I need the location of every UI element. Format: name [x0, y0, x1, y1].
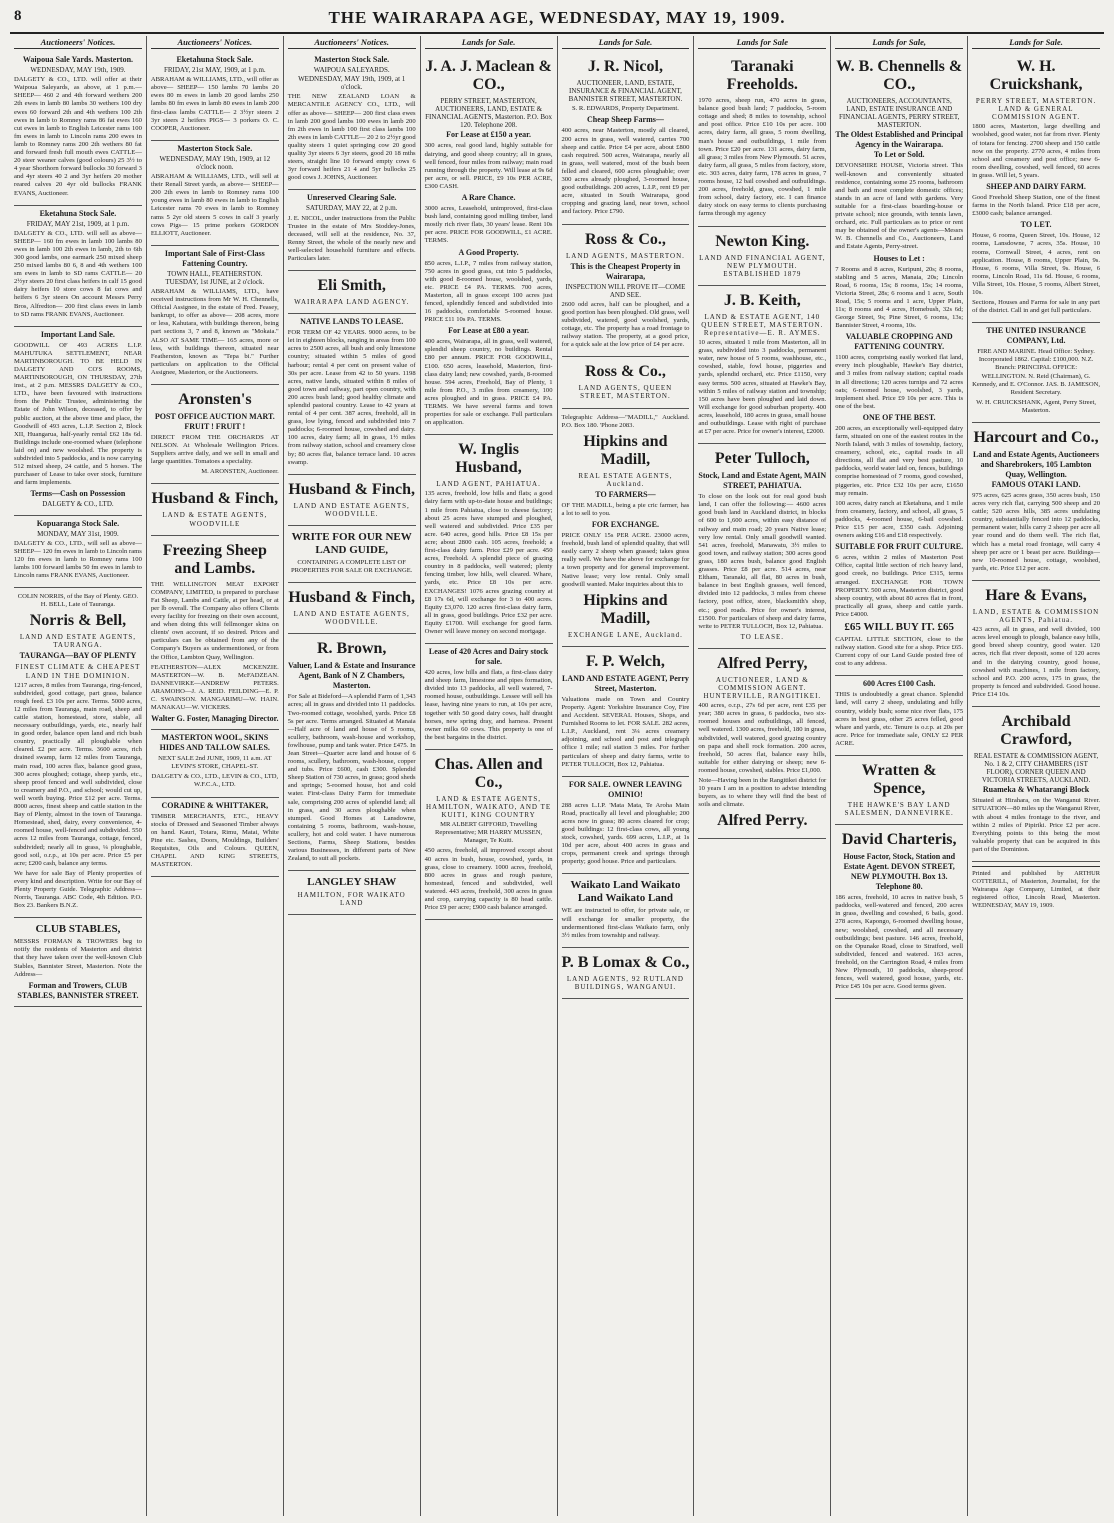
- ad-subtitle: LAND & ESTATE AGENT, 140 QUEEN STREET, MASTERTON. Representative—E. R. AYMES.: [701, 312, 824, 337]
- column-header: Auctioneers' Notices.: [288, 36, 416, 49]
- ad-heading: VALUABLE CROPPING AND FATTENING COUNTRY.: [845, 332, 953, 352]
- ad-subtitle: THE HAWKE'S BAY LAND SALESMEN, DANNEVIRKE.: [844, 801, 954, 818]
- ad-body: CONTAINING A COMPLETE LIST OF PROPERTIES FOR SALE OR EXCHANGE.: [290, 558, 413, 575]
- ad-fp-welch: [562, 647, 690, 777]
- ad-body: 100 acres, dairy ranch at Eketahuna, and 1 mile from creamery, factory, and school, all grass, 5 paddocks, 4-roomed house, 6-bail cowshed. Price £15 per acre, £350 cash. Adjoining owners asking £16 and £18 respectively.: [835, 499, 964, 540]
- ad-body: FIRE AND MARINE. Head Office: Sydney. Incorporated 1862. Capital: £100,000. N.Z. Branch: PRINCIPAL OFFICE: WELLINGTON. N. Reid (Chairman), G. Kennedy, and E. O'Connor. JAS. B. JAMESON, Resident Secretary.: [972, 348, 1100, 396]
- ad-body: 400 acres, Wairarapa, all in grass, well watered, splendid sheep country, no buildings. Rental £80 per annum. PRICE FOR GOODWILL, £100. 650 acres, leasehold, Masterton, first-class dairy land; new cowshed, yards, 8-roomed house. 594 acres, Freehold, Bay of Plenty, 1 mile from P.O., 3 miles from creamery, 100 acres ploughed and in grass. PRICE £4 PA. TERMS. We have several farms and town properties for sale or exchange. Full particulars on application.: [424, 338, 553, 427]
- ad-title: 600 Acres £100 Cash.: [863, 679, 936, 689]
- ad-title: Eketahuna Stock Sale.: [39, 208, 117, 218]
- ad-title: Eketahuna Stock Sale.: [176, 55, 254, 65]
- ad-title: W. B. Chennells & CO.,: [836, 58, 963, 94]
- ad-body: Good Freehold Sheep Station, one of the finest farms in the North Island. Price £18 per acre, £3000 cash; balance arranged.: [972, 194, 1100, 218]
- ad-body: 200 acres, an exceptionally well-equipped dairy farm, situated on one of the easiest routes in the North Island, with 3 miles of township, factory, creamery, school, etc., capital roads in all directions, all flat and very best pasture, 10 paddocks, world water laid on, fences, buildings comprise homestead of 7 rooms, good cowshed, piggeries, etc. Price £32 10s per acre, £1650 may remain.: [835, 424, 964, 497]
- ad-title: WRITE FOR OUR NEW LAND GUIDE,: [291, 530, 412, 556]
- ad-title: R. Brown,: [316, 640, 387, 658]
- ad-subtitle: PERRY STREET, MASTERTON. LAND & GENERAL COMMISSION AGENT.: [975, 97, 1097, 122]
- ad-subtitle: Stock, Land and Estate Agent, MAIN STREET, PAHIATUA.: [698, 471, 827, 491]
- column-header: Lands for Sale,: [835, 36, 963, 49]
- ad-title: Hipkins and Madill,: [583, 591, 668, 627]
- ad-body: THIS is undoubtedly a great chance. Splendid land, will carry 2 sheep, undulating and hilly country, widely bush; some nice river flats, 175 acres in best grass, other 25 acres felled, good whare and yards, etc. Tenure is o.r.p. at 20s per acre. Price for immediate sale, ONLY £2 PER ACRE.: [835, 691, 964, 747]
- ad-body: 420 acres, low hills and flats, a first-class dairy and sheep farm, limestone and pipes formation, divided into 13 paddocks, all well watered, 7-roomed house, outbuildings. Lessee will sell his lease, having nine years to run, at 10s per acre, together with 50 good dairy cows, half draught horses, new spring dray, and harness. Present owner milks 60 cows. This property is one of the best bargains in the district.: [424, 669, 553, 741]
- ad-date: MONDAY, MAY 31st, 1909.: [37, 529, 119, 538]
- ad-wb-chennells: [835, 52, 963, 676]
- ad-subtitle: LAND AND ESTATE AGENTS, WOODVILLE.: [293, 610, 410, 627]
- ad-jb-keith: [698, 286, 826, 444]
- ad-subtitle: LAND AND FINANCIAL AGENT, NEW PLYMOUTH. ESTABLISHED 1879: [699, 253, 826, 278]
- ad-body: For Sale at Bideford—A splendid Farm of 1,343 acres; all in grass and divided into 11 paddocks. Two-roomed cottage, woolshed, yards. Price £8 5s per acre. Terms arranged. Situated at Manaia—Half acre of land and house of 5 rooms, scullery, bathroom, wash-house and workshop, fowlhouse, pump and tank water. Price £475. In Jean Street—Quarter acre land and house of 6 rooms, scullery, bathroom, wash-house, copper and tubs. Price £600, cash £300. Splendid Sheep Station of 730 acres, in grass; good sheds and springs; 5-roomed house, hot and cold water. First-class Dairy Farm for immediate sale, comprising 200 acres of splendid land; all in grass, and 30 acres ploughable when stumped. Good Homes at Lansdowne, containing 5 rooms, bathroom, wash-house, scullery, hot and cold water. I have numerous Sections, Farms, Sheep Stations, besides various Businesses, in different parts of New Zealand, to suit all pockets.: [287, 693, 416, 863]
- ad-title: Ross & Co.,: [584, 230, 666, 248]
- ad-inglis-husband: [425, 435, 553, 644]
- ad-subtitle: PERRY STREET, MASTERTON, AUCTIONEERS, LAND, ESTATE & FINANCIAL AGENTS, Masterton. P.O. Box 120. Telephone 208.: [425, 97, 553, 130]
- ad-title: MASTERTON WOOL, SKINS HIDES AND TALLOW SALES.: [159, 733, 270, 753]
- ad-subtitle: EXCHANGE LANE, Auckland.: [567, 630, 683, 639]
- ad-native-lands: [288, 314, 416, 475]
- ad-title: Husband & Finch,: [288, 480, 416, 498]
- ad-body: 3000 acres, Leasehold, unimproved, first-class bush land, containing good milling timber, land mostly rich river flats, 30 years' lease. Rent 10s per acre. PRICE FOR GOODWILL, £1 ACRE. TERMS.: [424, 205, 553, 245]
- ad-body: 10 acres, situated 1 mile from Masterton, all in grass, subdivided into 3 paddocks, permanent water, new house of 5 rooms, washhouse, etc., cowshed, stable, fowl house, piggeries and yards, splendid orchard, etc. Price £1150, very easy terms. 500 acres, situated at Hawke's Bay, within 5 miles of railway station and township; 150 acres have been ploughed and laid down. Will exchange for good suburban property. 400 acres, leasehold, 180 acres in grass, small house and outbuildings. Lease with right of purchase at £7 per acre. Price for owner's interest, £2000.: [698, 339, 827, 436]
- ad-chas-allen: [425, 750, 553, 920]
- ad-date: FRIDAY, MAY 21st, 1909, at 1 p.m.: [26, 219, 130, 228]
- ad-freezing-sheep: [151, 536, 279, 731]
- ad-sign: DALGETY & CO., LTD.: [42, 500, 114, 509]
- ad-maclean: [425, 52, 553, 435]
- ad-subtitle: LAND AND ESTATE AGENTS, WOODVILLE.: [293, 501, 410, 518]
- ad-heading: A Rare Chance.: [461, 193, 516, 203]
- ad-title: Husband & Finch,: [151, 490, 279, 508]
- ad-eketahuna-stock: [151, 52, 279, 141]
- ad-sign: Forman and Trowers, CLUB STABLES, BANNISTER STREET.: [17, 980, 139, 1000]
- ad-body: WE are instructed to offer, for private sale, or will exchange for smaller property, the undermentioned first-class Waikato farm, only 3½ miles from township and railway.: [561, 907, 690, 939]
- ad-title: Husband & Finch,: [288, 589, 416, 607]
- ad-address: Telegraphic Address—"MADILL," Auckland. P.O. Box 180. 'Phone 2083.: [561, 413, 690, 429]
- ad-hare-evans: [972, 581, 1100, 707]
- ad-title: Ross & Co.,: [584, 363, 666, 381]
- ad-heading: For Lease at £80 a year.: [448, 326, 529, 336]
- ad-title: Taranaki Freeholds.: [726, 58, 798, 94]
- ad-husband-finch-2: [288, 583, 416, 634]
- ad-subtitle: Valuer, Land & Estate and Insurance Agent, Bank of N Z Chambers, Masterton.: [287, 661, 416, 691]
- ad-heading: Houses to Let :: [873, 253, 925, 263]
- ad-body: J. E. NICOL, under instructions from the Public Trustee in the estate of Mrs Stoddey-Jones, deceased, will sell at the residence, No. 37, Renny Street, the whole of the nearly new and well-selected household furniture and effects. Particulars later.: [287, 214, 416, 262]
- ad-peter-tulloch: [698, 444, 826, 649]
- ad-sign: DALGETY & CO., LTD., LEVIN & CO., LTD, W.F.C.A., LTD.: [151, 773, 279, 789]
- ad-newton-king: [698, 227, 826, 286]
- ad-body: 6 acres, within 2 miles of Masterton Post Office, capital little section of rich heavy land, good creek, no buildings. Price £315, terms arranged. EXCHANGE FOR TOWN PROPERTY. 500 acres, Masterton district, good sheep country, with about 80 acres flat in front, practically all grass, sheep and cattle yards. Price £4000.: [835, 554, 964, 618]
- ad-heading: Ruameka & Whatarangi Block: [982, 785, 1090, 795]
- ad-title: David Charteris,: [841, 831, 957, 849]
- ad-subtitle: WAIRARAPA LAND AGENCY.: [294, 298, 410, 307]
- ad-body: 1217 acres, 8 miles from Tauranga, ring-fenced, subdivided, good cottage, part grass, balance rough feed. £3 10s per acre. Terms. 5000 acres, 12 miles from Tauranga, main road, sheep and cattle station, homestead, store, stable, all necessary outbuildings, yards, etc., nearly half in good order, balance open land and rich bush country, practically all ploughable when cleared. £2 per acre. Terms. 3600 acres, rich drained swamp, farm 12 miles from Tauranga, main road, 100 acres flax, balance good grass, 300 acres ploughed; cottage, sheep yards, etc., sheep proof fenced and well subdivided, close to creamery and P.O., and school; would cut up, well worth buying. Price £12 per acre. Terms. 8000 acres, finest sheep and cattle station in the Bay of Plenty, almost in the town of Tauranga. Homestead, shed, dairy, every convenience, 4-roomed house, well-fenced and subdivided. 550 acres 12 miles from Tauranga, cottage, fenced, subdivided; nearly all in grass, ¼ ploughable, good soil, o.r.p., at 10s per acre. Price £5 per acre; £200 cash, balance any terms.: [14, 681, 142, 867]
- ad-title: W. H. Cruickshank,: [989, 58, 1083, 94]
- ad-title: Waikato Land Waikato Land Waikato Land: [570, 879, 681, 905]
- ad-body: 288 acres L.I.P. 'Mata Mata, Te Aroha Main Road, practically all level and ploughable; 200 acres now in grass; 80 acres cleared for crop; good buildings: 12 first-class cows, all young stock, cowshed, yards. 699 acres, L.I.P., at 1s 10d per acre, about 400 acres in grass and crops, permanent creek and springs through property; good house. Price and particulars.: [561, 801, 690, 866]
- ad-names: MR ALBERT GIFFORD, Travelling Representative; MR HARRY MUSSEN, Manager, Te Kuiti.: [435, 821, 543, 845]
- ad-harcourt: [972, 423, 1100, 581]
- column-8: [968, 36, 1104, 1516]
- ad-body: DALGETY & CO., LTD. will offer at their Waipoua Saleyards, as above, at 1 p.m.— SHEEP— 460 2 and 4th forward wethers 200 2th ewes in lamb 80 lambs 30 wethers 100 dry ewes 60 forward 2th and 4th wethers 100 2th ewes in lamb to Romney rams 86 fat ewes 160 cut ewes in lamb to English Leicester rams 100 fm ewes in lamb to Lincoln rams 200 ewes in lamb to Romney rams 200 2th wethers 80 fat and forward fresh full mouth ewes CATTLE— 20 steer weaner calves (good colours) 25 3½ to 4 year Shorthorn forward bullocks 30 forward 3 and 4yr steers 40 2 and 3yr heifers 20 mother reared calves 20 4yr old bullocks FRANK EVANS, Auctioneer.: [14, 76, 142, 197]
- ad-body: FOR TERM OF 42 YEARS. 9000 acres, to be let in eighteen blocks, ranging in areas from 100 acres to 2500 acres, all bush and only limestone country; situated within 5 miles of good harbour; rental 4 per cent on present value of 30s per acre. Lease from 42 to 50 years. 1198 acres, native lands, situated within 8 miles of good town and railway, part open country, with 200 acres bush land; good healthy climate and splendid pastoral country. Lease to 42 years at rental of 4 per cent. 387 acres, freehold, all in grass, low lying, fenced and subdivided into 7 paddocks; 6-roomed house, cowshed and dairy. 100 acres, dairy farm; all in grass, 1½ miles from railway station, school and creamery close by; 80 acres flat, balance terrace land. 10 acres swamp.: [287, 329, 416, 466]
- ad-norris-bell: [14, 588, 142, 918]
- ad-date: FRIDAY, 21st MAY, 1909, at 1 p.m.: [163, 66, 266, 75]
- newspaper-title: THE WAIRARAPA AGE, WEDNESDAY, MAY 19, 1909.: [328, 8, 786, 27]
- ad-note: The Oldest Established and Principal Agency in the Wairarapa.: [835, 130, 963, 150]
- ad-lease-420: [425, 644, 553, 750]
- ad-title: P. B Lomax & Co.,: [561, 953, 690, 971]
- ad-masterton-stock-sale: [288, 52, 416, 190]
- ad-title: Hipkins and Madill,: [583, 432, 668, 468]
- ad-coradine-whittaker: [151, 798, 279, 878]
- ad-title: Lease of 420 Acres and Dairy stock for sale.: [428, 647, 549, 667]
- ad-title: W. Inglis Husband,: [455, 441, 522, 477]
- ad-title: Hare & Evans,: [985, 586, 1087, 604]
- ad-title: Kopuaranga Stock Sale.: [36, 518, 120, 528]
- ad-body: Situated at Hirahara, on the Wanganui River. SITUATION—80 miles up the Wanganui River, with about 4 miles frontage to the river, and within 2 miles of Pipiriki. Price £2 per acre. Everything points to this being the most valuable property that can be acquired in this part of the Dominion.: [972, 797, 1100, 853]
- ad-club-stables: [14, 918, 142, 1006]
- ad-body: 850 acres, L.I.P., 7 miles from railway station, 750 acres in good grass, cut into 5 paddocks, with good 8-roomed house, woolshed, yards, etc. PRICE £4 PA. TERMS. 700 acres, Masterton, all in grass except 100 acres just fenced, splendidly fenced and subdivided into 16 paddocks, comfortable 5-roomed house. PRICE £11 10s PA. TERMS.: [424, 259, 553, 324]
- ad-title: Masterton Stock Sale.: [177, 143, 253, 153]
- ad-title: Newton King.: [715, 232, 810, 250]
- ad-body: DIRECT FROM THE ORCHARDS AT NELSON. At Wholesale Wellington Prices. Suppliers arrive daily, and we sell in small and large quantities. Tomatoes a speciality.: [150, 434, 279, 466]
- ad-body: 1100 acres, comprising easily worked flat land, every inch ploughable, Hawke's Bay district, and 3 miles from railway station; capital roads in all directions; 120 acres turnips and 72 acres oats; 6-roomed house, woolshed, 3 yards, implement shed. Price £9 10s per acre. This is one of the best.: [835, 354, 964, 410]
- ad-masterton-wool: [151, 730, 279, 797]
- ad-subtitle: LAND AND ESTATE AGENTS, TAURANGA.: [19, 633, 137, 650]
- ad-eli-smith: [288, 271, 416, 314]
- ad-body: 2600 odd acres, half can be ploughed, and a good portion has been ploughed. Old grass, well subdivided, watered, good woolshed, yards, cottage, etc. The property has a road frontage to railway station. The property, at a good price, for a quick sale at the low price of £4 per acre.: [561, 300, 690, 349]
- ad-subtitle: REAL ESTATE AGENTS, Auckland.: [578, 471, 673, 488]
- ad-heading: ONE OF THE BEST.: [862, 412, 936, 422]
- ad-subtitle: LAND AND ESTATE AGENT, Perry Street, Masterton.: [561, 673, 689, 693]
- ad-600-acres: [835, 676, 963, 756]
- ad-land-guide: [288, 526, 416, 583]
- ad-husband-finch: [288, 475, 416, 526]
- ad-title: Peter Tulloch,: [714, 450, 810, 468]
- column-header: Lands for Sale.: [972, 36, 1100, 49]
- ad-names: S. R. EDWARDS, Property Department.: [571, 105, 679, 113]
- ad-subtitle: Land and Estate Agents, Auctioneers and Sharebrokers, 105 Lambton Quay, Wellington.: [973, 450, 1100, 479]
- ad-eketahuna-sale: [14, 206, 142, 327]
- ad-body: THE WELLINGTON MEAT EXPORT COMPANY, LIMITED, is prepared to purchase Fat Sheep, Lambs and Cattle, at per head, or at per lb overall. The Company also offers Clients every facility for freezing on their own account, and when doing this will fellmonger skins on clients' own account, if so desired. Prices and particulars can be obtained from any of the Company's Buyers as undermentioned, or from the Office, Lambton Quay, Wellington.: [150, 580, 279, 661]
- ad-body: ABRAHAM & WILLIAMS, LTD., have received instructions from Mr W. H. Chennells, Official Assignee, in the estate of Fred. Feasey, bankrupt, to offer as above— 208 acres, more or less, Kahutara, with buildings thereon, being part sections 3, 7 and 8, known as "Mokaia." ALSO AT SAME TIME— 165 acres, more or less, with buildings thereon, situated near Featherston, known as "Tepa bi." Further particulars on application to the Official Assignee, Masterton, or the Auctioneers.: [150, 287, 279, 376]
- column-header: Auctioneers' Notices.: [151, 36, 279, 49]
- ad-subheading: INSPECTION WILL PROVE IT—COME AND SEE.: [565, 282, 686, 299]
- ad-body: House, 6 rooms, Queen Street, 10s. House, 12 rooms, Lansdowne, 7 acres, 35s. House, 10 rooms, Cornwall Street, 4 acres, rent on application. House, 8 rooms, Upper Plain, 9s. House, 6 rooms, Villa Street, 9s. House, 6 rooms, Lincoln Road, 11s 6d. House, 6 rooms, Villa Street, 10s. House, 5 rooms, Albert Street, 10s.: [972, 232, 1100, 296]
- ad-heading: For Lease at £150 a year.: [446, 130, 531, 140]
- ad-date: WEDNESDAY, MAY 19th, 1909.: [30, 66, 126, 75]
- ad-pb-lomax: [562, 948, 690, 999]
- ad-fattening-country: [151, 246, 279, 385]
- ad-buyers: FEATHERSTON—ALEX MCKENZIE. MASTERTON—W. B. McFADZEAN. DANNEVIRKE—ANDREW PETERS. ARAMOHO—J. A. REID. FEILDING—E. P. C. SWAINSON. MANGARIMU—W. HAIN. MANAKAU—W. VICKERS.: [150, 663, 279, 712]
- ad-date: WEDNESDAY, MAY 19th, 1909, at 12 o'clock noon.: [159, 154, 271, 171]
- ad-subheading: FINEST CLIMATE & CHEAPEST LAND IN THE DOMINION.: [15, 663, 141, 680]
- ad-title: Alfred Perry,: [717, 654, 808, 672]
- columns: [10, 36, 1104, 1516]
- ad-title: Wratten & Spence,: [861, 762, 937, 797]
- ad-title: Aronsten's: [178, 391, 252, 408]
- imprint: Printed and published by ARTHUR COTTERILL, of Masterton, Journalist, for the Wairarapa Age Company, Limited, at their registered office, Lincoln Road, Masterton. WEDNESDAY, MAY 19, 1909.: [972, 866, 1100, 910]
- ad-subtitle: WAIPOUA SALEYARDS.: [313, 66, 390, 75]
- ad-title: Norris & Bell,: [29, 612, 127, 630]
- ad-names: COLIN NORRIS, of the Bay of Plenty. GEO. H. BELL, Late of Tauranga.: [17, 593, 139, 609]
- ad-body: ABRAHAM & WILLIAMS, LTD., will offer as above— SHEEP— 150 lambs 70 lambs 20 ewes 80 m ewes in lamb 20 good lambs 250 lambs 80 fm ewes in lamb 80 ewes in lamb 200 first-class lambs CATTLE— 2 3½yr steers 2 3yr steers 2 heifers PIGS— 3 porkers O. C. COOPER, Auctioneer.: [150, 76, 279, 132]
- ad-clearing-sale: [288, 190, 416, 271]
- ad-body: 450 acres, freehold, all improved except about 40 acres in bush, house, cowshed, yards, in grass, close to creamery. 1000 acres, freehold, 800 acres in grass and rough pasture, homestead, fenced and subdivided, well watered. 443 acres, freehold, 300 acres in grass and crop, carrying capacity is 80 head cattle. Price £9 per acre; £900 cash balance arranged.: [424, 847, 553, 912]
- ad-title: Waipoua Sale Yards. Masterton.: [22, 55, 134, 65]
- ad-subtitle: LAND AGENTS, QUEEN STREET, MASTERTON.: [578, 384, 673, 401]
- ad-subtitle: REAL ESTATE & COMMISSION AGENT, No. 1 & 2, CITY CHAMBERS (1ST FLOOR), CORNER QUEEN AND VICTORIA STREETS, AUCKLAND.: [973, 751, 1099, 785]
- ad-title: Important Sale of First-Class Fattening Country.: [164, 248, 265, 268]
- column-2: [147, 36, 284, 1516]
- ad-body: DEVONSHIRE HOUSE, Victoria street. This well-known and conveniently situated residence, containing some 25 rooms, bathroom and bath and most complete domestic offices; stands in an acre of land with gardens. Very suitable for a first-class boarding-house or private school; nice grounds, with tennis lawn, orchard, etc. Full particulars as to price or rent may be obtained of the owner's agents—Messrs W. B. Chennells and Co., Auctioneers, Land and Estate Agents, Perry-street.: [835, 162, 964, 251]
- ad-terms: Terms—Cash on Possession: [30, 489, 126, 499]
- ad-title: Unreserved Clearing Sale.: [306, 193, 397, 203]
- ad-title: Important Land Sale.: [40, 329, 115, 339]
- page-number: 8: [14, 8, 22, 24]
- ad-body: 400 acres, near Masterton, mostly all cleared, 200 acres in grass, well watered, carries 700 sheep and cattle. Price £4 per acre, about £800 cash required. 500 acres, Wairarapa, nearly all in grass, well watered, most of the bush been felled and cleared, 600 acres ploughable; over 300 acres already ploughed, 3-roomed house, good outbuildings. 200 acres, L.I.P., rent £9 per acre, situated in South Wairarapa, good cropping and grazing land, near town, school and factory. Price £790.: [561, 127, 690, 216]
- ad-taranaki-freeholds: [698, 52, 826, 226]
- ad-body: PRICE ONLY 15s PER ACRE. 23000 acres, freehold, bush land of splendid quality, that will easily carry 2 sheep when grassed; takes grass really well. We have the above for exchange for a town property and for general improvement. Native lease; very low rental. Only small goodwill wanted. Make inquiries about this to: [561, 532, 690, 588]
- ad-subtitle: LAND AGENT, PAHIATUA.: [436, 480, 541, 489]
- ad-title: Harcourt and Co.,: [973, 429, 1099, 446]
- ad-body: 186 acres, freehold, 10 acres in native bush, 5 paddocks, well-watered and fenced, 200 acres in grass, dwelling and cowshed, 6 bails, good. 278 acres, Kapongo, 6-roomed dwelling house, new; woolshed, cowshed, and all necessary outbuildings; best pasture. 146 acres, freehold, on the Opunake Road, close to Stratford, well subdivided, fenced and watered. 163 acres, freehold, on the Carrington Road, 4 miles from New Plymouth, 10 paddocks, sheep-proof fences, well watered, good house, yards, etc. Price £45 10s per acre. Good terms given.: [835, 894, 964, 991]
- masthead-rule: [10, 32, 1104, 34]
- ad-heading: TO LEASE.: [740, 632, 785, 641]
- ad-heading: FOR EXCHANGE.: [591, 520, 659, 530]
- ad-date: SATURDAY, MAY 22, at 2 p.m.: [305, 204, 398, 213]
- column-header: Lands for Sale.: [425, 36, 553, 49]
- ad-title: J. B. Keith,: [723, 291, 801, 309]
- ad-body: 1970 acres, sheep run, 470 acres in grass, balance good bush land; 7 paddocks, 5-room cottage and shed; 8 miles to township, school and post office. Price £10 10s per acre. 100 acres, dairy farm, all grass, 5 room dwelling, man's house and outbuildings, 1 mile from town. Price £20 per acre. 131 acres, dairy farm, all grass; 3 miles from New Plymouth. 51 acres, dairy farm, all grass, 5 miles from factory, store, etc. 303 acres, dairy farm, 178 acres in grass, 7 rooms house, 12 bail cowshed and outbuildings. 200 acres, freehold, grass, cowshed, 1 mile from school, dairy factory, etc. I can finance dairy stock on easy terms to clients purchasing farms through my agency: [698, 97, 827, 218]
- ad-body: Valuations made on Town and Country Property. Agent: Yorkshire Insurance Coy, Fire and Accident. SEVERAL Houses, Shops, and Furnished Rooms to let. FOR SALE. 282 acres, L.I.P., Auckland, rent 3¼ acres creamery adjoining, and school and post and telegraph office 1 mile; rail station 3 miles. For further particulars of sheep and dairy farms, write to PETER TULLOCH, Box 12, Pahiatua.: [561, 695, 690, 768]
- ad-subtitle: AUCTIONEERS, ACCOUNTANTS, LAND, ESTATE INSURANCE AND FINANCIAL AGENTS, PERRY STREET, MASTERTON.: [838, 97, 960, 130]
- ad-ross-co: [562, 225, 690, 358]
- ad-heading: TO LET.: [1020, 220, 1052, 230]
- ad-body: ABRAHAM & WILLIAMS, LTD., will sell at their Renall Street yards, as above— SHEEP— 200 2th ewes in lamb to Romney rams 100 young ewes in lamb 80 ewes in lamb to English Leicester rams 70 ewes in lamb to Romney rams 5 2yr old steers 5 cows in calf 3 yearly cows Pigs— 15 prime porkers GORDON ELLIOTT, Auctioneer.: [150, 173, 279, 237]
- ad-subtitle: LAND & ESTATE AGENTS, HAMILTON, WAIKATO, AND TE KUITI, KING COUNTRY: [425, 794, 552, 820]
- column-4: [421, 36, 558, 1516]
- column-6: [694, 36, 831, 1516]
- ad-slogan: FRUIT ! FRUIT !: [184, 422, 246, 431]
- ad-subtitle: AUCTIONEER, LAND, ESTATE, INSURANCE & FINANCIAL AGENT, BANNISTER STREET, MASTERTON.: [568, 79, 683, 104]
- ad-heading: A Good Property.: [458, 247, 519, 257]
- ad-date: TOWN HALL, FEATHERSTON. TUESDAY, 1st JUNE, at 2 o'clock.: [165, 269, 265, 286]
- ad-owner-leaving: [562, 777, 690, 875]
- column-header: Auctioneers' Notices.: [14, 36, 142, 49]
- column-7: [831, 36, 968, 1516]
- ad-title: Chas. Allen and Co.,: [434, 755, 543, 791]
- ad-subtitle: LAND AGENTS, 92 RUTLAND BUILDINGS, WANGANUI.: [566, 974, 684, 991]
- ad-title: LANGLEY SHAW: [307, 876, 397, 889]
- ad-body: 1800 acres, Masterton, large dwelling and woolshed, good water, not far from river. Plenty of totara for fencing. 2700 sheep and 150 cattle now on the property. 2770 acres, 4 miles from school and creamery and post office; new 6-room dwelling, cowshed, well fenced, 60 acres in grass. Will let, 5 years.: [972, 123, 1100, 179]
- ad-body: 7 Rooms and 8 acres, Kuripuni, 20s; 8 rooms, stabling and 5 acres, Manaia, 20s; Lincoln Road, 6 rooms, 15s; 8 rooms, 15s; 14 rooms, Victoria Street, 28s; 6 rooms and 1 acre, South Road, 15s; 5 rooms and 1 acre, Upper Plain, 11s; 8 rooms and 4 acres, Homebush, 32s 6d; George Street, 9s; Pine Street, 6 rooms, 13s; Bannister Street, 4 rooms, 10s.: [835, 265, 964, 330]
- column-1: [10, 36, 147, 1516]
- ad-date: WEDNESDAY, MAY 19th, 1909, at 1 o'clock.: [298, 75, 406, 92]
- ad-waipoua-sale: [14, 52, 142, 206]
- ad-sign: W. H. CRUICKSHANK, Agent, Perry Street, Masterton.: [976, 398, 1097, 414]
- ad-kopuaranga-sale: [14, 516, 142, 589]
- ad-heading: SUITABLE FOR FRUIT CULTURE.: [835, 542, 964, 552]
- ad-subtitle: AUCTIONEER, LAND & COMMISSION AGENT. HUNTERVILLE, RANGITIKEI.: [703, 675, 822, 701]
- ad-title: J. A. J. Maclean & CO.,: [425, 58, 552, 94]
- ad-david-charteris: [835, 825, 963, 999]
- ad-title: Masterton Stock Sale.: [314, 55, 390, 65]
- ad-body: THE NEW ZEALAND LOAN & MERCANTILE AGENCY CO., LTD., will offer as above— SHEEP— 200 first class ewes in lamb 200 good lambs 100 ewes in lamb 200 fm 2th ewes in lamb 100 first class lambs 100 2th ewes in lamb CATTLE— 20 2 to 2½yr good quality steers 1 quiet springing cow 20 good quality 3yr steers 6 3yr steers, good 20 18 mths steers, straight line 10 forward empty cows 6 3yr forward heifers 21 4 and 5yr bullocks 25 good cows J. JOHNS, Auctioneer.: [287, 93, 416, 182]
- ad-heading: TO FARMERS—: [595, 489, 656, 499]
- ad-body: DALGETY & CO., LTD. will sell as above— SHEEP— 160 fm ewes in lamb 100 lambs 80 ewes in lamb 100 2th ewes in lamb, 2th to 6th 300 good lambs, one earmark 250 mixed sheep 250 mixed lambs 80 6, 8 and 4th wethers 100 sm ewes in lamb to SD rams CATTLE— 20 2½yr steers 20 first class heifers in calf 15 good dairy heifers 10 store cows 8 fat cows and heifers 6 3yr steers On account Messrs Perry Bros, Alfredton— 200 first class ewes in lamb to SD rams FRANK EVANS, Auctioneer.: [14, 229, 142, 318]
- ad-body: MESSRS FORMAN & TROWERS beg to notify the residents of Masterton and district that they have taken over the well-known Club Stables, Bannister Street, Masterton. Note the Address—: [14, 938, 142, 978]
- ad-masterton-stock: [151, 141, 279, 246]
- ad-title: CLUB STABLES,: [35, 923, 121, 936]
- ad-husband-finch: [151, 484, 279, 535]
- ad-heading: SHEEP AND DAIRY FARM.: [986, 182, 1086, 192]
- ad-title: CORADINE & WHITTAKER,: [161, 800, 269, 810]
- ad-body: DALGETY & CO., LTD., will sell as above— SHEEP— 120 fm ewes in lamb to Lincoln rams 120 fm ewes in lamb to Romney rams 100 lambs 100 forward lambs 50 fm ewes in lamb to Lincoln rams FRANK EVANS, Auctioneer.: [14, 539, 142, 579]
- ad-wh-cruickshank: [972, 52, 1100, 323]
- ad-body: 300 acres, real good land, highly suitable for dairying, and good sheep country; all in grass, well fenced, four miles from railway; main road running through the property. Will lease at 9s 6d per acre, or sell. PRICE, £9 10s PER ACRE, £300 CASH.: [424, 142, 553, 190]
- ad-heading: TAURANGA—BAY OF PLENTY: [19, 651, 137, 661]
- ad-heading: Cheap Sheep Farms—: [586, 115, 664, 125]
- ad-title: F. P. Welch,: [585, 652, 665, 670]
- ad-r-brown: [288, 634, 416, 871]
- ad-sign: Alfred Perry.: [717, 812, 808, 830]
- column-5: [558, 36, 695, 1516]
- masthead: [0, 0, 1114, 34]
- ad-aronstens: [151, 385, 279, 484]
- ad-subtitle: House Factor, Stock, Station and Estate Agent. DEVON STREET, NEW PLYMOUTH. Box 13. Telephone 80.: [843, 852, 956, 892]
- ad-body: 400 acres, o.r.p., 27s 6d per acre, rent £35 per year; 380 acres in grass, 6 paddocks, two six-roomed houses and outbuildings, all fenced, well watered. 1300 acres, freehold, 180 in grass, subdivided, well watered, good grazing country on papa and shell rock formation. 200 acres, freehold, 50 acres flat, balance easy hills, suitable for either dairying or sheep; new 6-roomed house, cowshed, stables. Price £1,000.: [698, 702, 827, 774]
- ad-waikato-land: [562, 874, 690, 947]
- ad-jr-nicol: [562, 52, 690, 224]
- ad-alfred-perry: [698, 649, 826, 840]
- ad-sign: M. ARONSTEN, Auctioneer.: [201, 468, 279, 476]
- ad-heading: FAMOUS OTAKI LAND.: [991, 480, 1081, 489]
- ad-subtitle: LAND, ESTATE & COMMISSION AGENTS, Pahiatua.: [972, 607, 1100, 625]
- ad-title: THE UNITED INSURANCE COMPANY, Ltd.: [986, 326, 1086, 346]
- ad-heading: To Let or Sold.: [873, 150, 925, 160]
- ad-body: OF THE MADILL, being a pie cric farmer, has a lot to sell to you.: [561, 501, 690, 517]
- ad-united-insurance: [972, 323, 1100, 423]
- ad-body: Sections, Houses and Farms for sale in any part of the district. Call in and get full particulars.: [972, 299, 1100, 315]
- column-header: Lands for Sale.: [562, 36, 690, 49]
- ad-subtitle: LAND & ESTATE AGENTS, WOODVILLE: [162, 511, 268, 528]
- ad-heading: This is the Cheapest Property in Wairarapa,: [570, 261, 681, 281]
- ad-body: 975 acres, 625 acres grass, 350 acres bush, 150 acres very rich flat, carrying 500 sheep and 20 cattle; 520 acres hills, 385 acres undulating country, substantially fenced into 12 paddocks, permanent water, hills carry 2 sheep per acre all year round and do them well. The rich flat, which has a metal road frontage, will carry 4 sheep per acre or 1 beast per acre. Buildings—new 10-roomed house, cottage, woolshed, yards, etc. Price £12 per acre.: [972, 492, 1100, 572]
- ad-important-land-sale: [14, 327, 142, 516]
- ad-heading: £65 WILL BUY IT. £65: [844, 620, 954, 633]
- ad-subtitle: HAMILTON, FOR WAIKATO LAND: [297, 891, 406, 908]
- ad-title: NATIVE LANDS TO LEASE.: [300, 317, 404, 327]
- column-3: [284, 36, 421, 1516]
- ad-sign: Walter G. Foster, Managing Director.: [151, 714, 279, 724]
- ad-body: To close on the look out for real good bush land, I can offer the following:— 4600 acres good bush land in Auckland district, in blocks of 600 to 1,600 acres, within easy distance of railway and main road; 20 years Native lease; very low rental. Only small goodwill wanted. 541 acres, freehold, Manawatu, 3½ miles to good town, and railway station; 300 acres good grass, 180 acres bush, balance good English grasses. Price £8 per acre. 514 acres, near Eltham, Taranaki, all flat, 80 acres in bush, balance in best English grasses, well fenced, divided into 12 paddocks, 3 miles from cheese factory, post office, store, blacksmith's shop, etc.; good roads. Price for owner's interest, £1500. For particulars of sheep and dairy farms, write to PETER TULLOCH, Box 12, Pahiatua.: [698, 493, 827, 630]
- ad-hipkins-madill: [562, 409, 690, 647]
- ad-archibald-crawford: [972, 707, 1100, 862]
- ad-title: Freezing Sheep and Lambs.: [162, 541, 267, 577]
- ad-body: NEXT SALE 2nd JUNE, 1909, 11 a.m. AT LEVIN'S STORE, CHAPEL-ST.: [158, 755, 272, 771]
- ad-body: CAPITAL LITTLE SECTION, close to the railway station. Good site for a shop. Price £65. Current copy of our Land Guide posted free of cost to any address.: [835, 635, 964, 668]
- ad-wratten-spence: [835, 756, 963, 825]
- ad-subtitle: POST OFFICE AUCTION MART.: [154, 412, 275, 421]
- ad-title: FOR SALE. OWNER LEAVING OMINIO!: [568, 779, 683, 799]
- ad-title: Eli Smith,: [317, 277, 386, 295]
- ad-subtitle: LAND AGENTS, MASTERTON.: [565, 251, 685, 260]
- ad-note: Note—Having been in the Rangitikei district for 10 years I am in a position to advise intending buyers, as to where they will find the best of soils and climate.: [698, 777, 827, 809]
- ad-title: Archibald Crawford,: [1000, 712, 1072, 748]
- ad-title: J. R. Nicol,: [587, 58, 663, 76]
- ad-body: TIMBER MERCHANTS, ETC., HEAVY stocks of Dressed and Seasoned Timber always on hand. Kauri, Totara, Rimu, Matai, White Pine etc. Sashes, Doors, Mouldings, Builders' Requisites, Oils and Colours. QUEEN, CHAPEL AND KING STREETS, MASTERTON.: [150, 812, 279, 869]
- ad-footer: We have for sale Bay of Plenty properties of every kind and description. Write for our Bay of Plenty Property Guide. Telegraphic Address—Norris, Tauranga. ABC Code, 4th Edition. P.O. Box 23. Bankers B.N.Z.: [14, 869, 142, 910]
- ad-langley-shaw: [288, 871, 416, 915]
- ad-body: GOODWILL OF 493 ACRES L.I.P. MAHUTUKA SETTLEMENT, NEAR MARTINBOROUGH. TO BE HELD IN DALGETY AND CO'S ROOMS, MARTINBOROUGH, ON THURSDAY, 27th inst., at 2 p.m. MESSRS DALGETY & CO., LTD., have been favoured with instructions from the Public Trustee, administering the Estate of John Wilson, deceased, to offer by public auction, at the above time and place, the Goodwill of 493 acres, L.I.P. Section 2, Block XII, Huangarua, half-yearly rental £62 18s 6d. Buildings include one-roomed whare (telephone laid on) and new woolshed. The property is subdivided into 5 paddocks, and is now carrying 512 mixed sheep, 24 cattle, and 5 horses. The purchaser of Lease to take over stock, furniture and farm implements.: [14, 341, 142, 487]
- ad-body: 135 acres, freehold, low hills and flats; a good dairy farm with up-to-date house and buildings; 1 mile from Pahiatua, close to cheese factory; about 25 acres have stumped and ploughed, well watered and subdivided. Price £35 per acre. 640 acres, good hills. Price £8 15s per acre; about 2800 cash. 105 acres, freehold; a first-class dairy farm. Price £29 per acre. 450 acres, Freehold. A splendid piece of grazing country in 8 paddocks, well watered; plenty fencing timber, low hills, well cleared. Whare, yards, etc. Price £8 10s per acre. EXCHANGES! 1076 acres grazing country at £8 17s 6d, will exchange for 3 to 400 acres. Equity £3,070. 120 acres first-class dairy farm, all in grass, good buildings. Price £32 per acre. Equity £1700. Will exchange for good farm. Owner will leave money on second mortgage.: [424, 490, 553, 635]
- ad-body: 423 acres, all in grass, and well divided, 100 acres level enough to plough, balance easy hills, good breed sheep country, good water. 120 acres, rich flat river deposit, some of 120 acres and in the dairying country, good house, cowshed with machines, 1 mile from factory, school and P.O. 200 acres, 175 in grass, the property is fenced and subdivided. Good house. Price £14 10s.: [972, 626, 1100, 698]
- column-header: Lands for Sale: [698, 36, 826, 49]
- ad-ross-co-2: [562, 357, 690, 408]
